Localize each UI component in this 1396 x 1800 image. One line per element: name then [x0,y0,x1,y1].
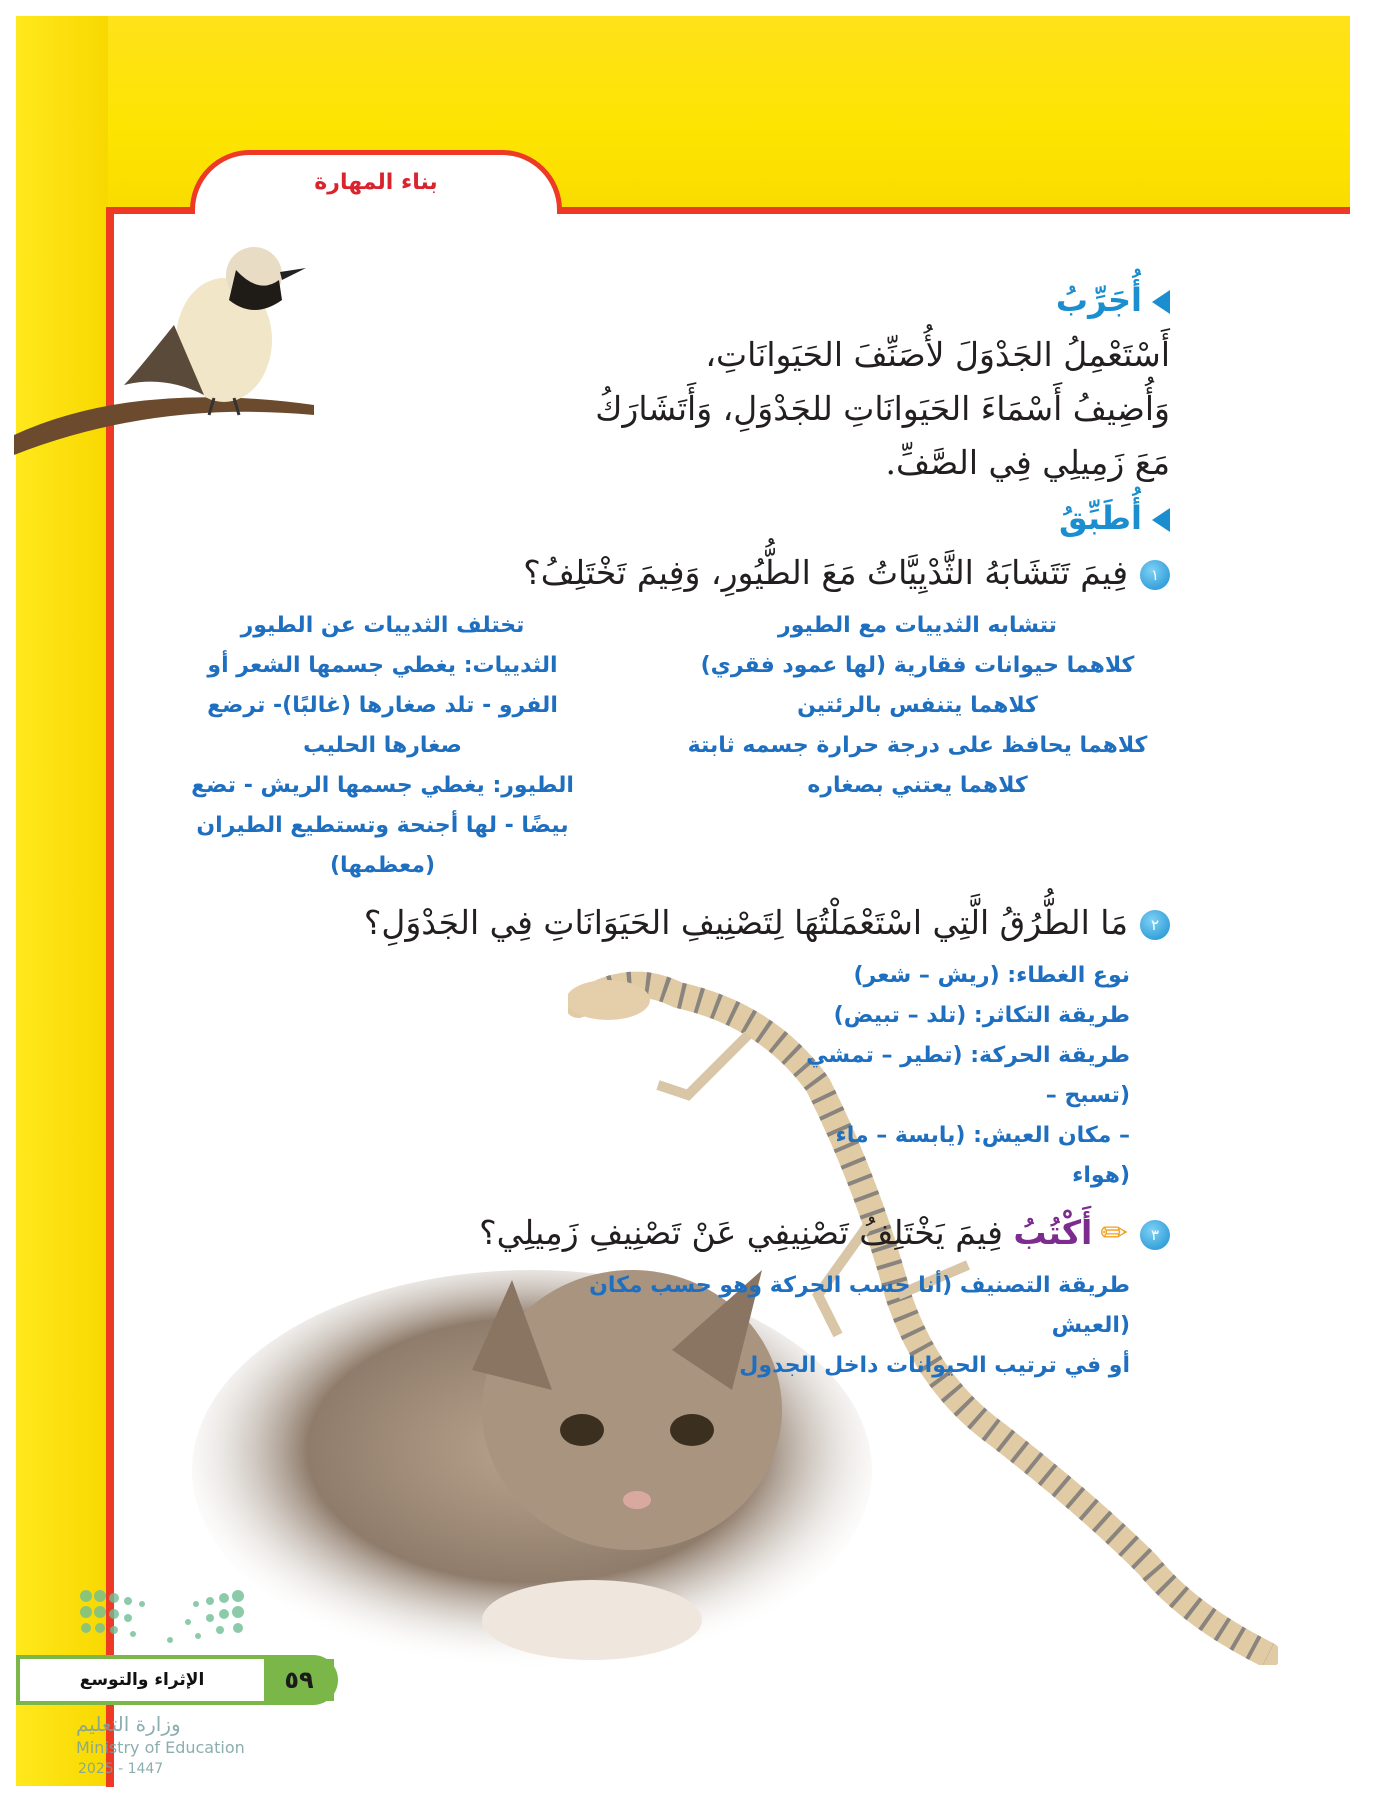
write-label: أَكْتُبُ [1013,1213,1093,1252]
differences-annotation [130,606,635,886]
question-3-text: فِيمَ يَخْتَلِفُ تَصْنِيفِي عَنْ تَصْنِيفِ زَمِيلِي؟ [479,1213,1003,1252]
annotation-line: تتشابه الثدييات مع الطيور [778,613,1057,638]
annotation-line: صغارها الحليب [303,733,462,758]
ministry-logo-en: Ministry of Education [76,1738,245,1757]
annotation-line: (العيش [1051,1313,1130,1338]
section-tab-label: بناء المهارة [314,170,438,195]
try-line-2: وَأُضِيفُ أَسْمَاءَ الحَيَوانَاتِ للجَدْوَلِ، وَأَتَشَارَكُ [595,389,1170,428]
question-1-annotations [130,606,1170,886]
question-2-text: مَا الطُّرُقُ الَّتِي اسْتَعْمَلْتُهَا لِتَصْنِيفِ الحَيَوَانَاتِ فِي الجَدْوَلِ؟ [363,903,1128,942]
question-1-text: فِيمَ تَتَشَابَهُ الثَّدْيِيَّاتُ مَعَ الطُّيُورِ، وَفِيمَ تَخْتَلِفُ؟ [523,553,1128,592]
annotation-line: تختلف الثدييات عن الطيور [240,613,525,638]
number-badge-icon: ٢ [1140,910,1170,940]
lesson-content [130,272,1170,1396]
annotation-line: طريقة الحركة: (تطير – تمشي [806,1043,1130,1068]
annotation-line: الفرو - تلد صغارها (غالبًا)- ترضع [207,693,558,718]
annotation-line: طريقة التكاثر: (تلد – تبيض) [833,1003,1130,1028]
annotation-line: (معظمها) [329,853,436,878]
number-badge-icon: ١ [1140,560,1170,590]
annotation-line: كلاهما حيوانات فقارية (لها عمود فقري) [700,653,1135,678]
page-number: ٥٩ [264,1659,334,1701]
try-heading [130,276,1170,324]
annotation-line: الثدييات: يغطي جسمها الشعر أو [207,653,558,678]
annotation-line: – مكان العيش: (يابسة – ماء [835,1123,1130,1148]
annotation-line: كلاهما يتنفس بالرئتين [797,693,1038,718]
annotation-line: طريقة التصنيف (أنا حسب الحركة وهو حسب مكان [589,1273,1130,1298]
try-line-1: أَسْتَعْمِلُ الجَدْوَلَ لأُصَنِّفَ الحَيَوانَاتِ، [705,335,1170,374]
annotation-line: كلاهما يحافظ على درجة حرارة جسمه ثابتة [687,733,1148,758]
annotation-line: (هواء [1072,1163,1130,1188]
section-tab [190,150,562,214]
ministry-logo-year: 2025 - 1447 [78,1761,164,1777]
page-footer [16,1655,338,1705]
similarities-annotation [665,606,1170,886]
annotation-line: الطيور: يغطي جسمها الريش - تضع [191,773,574,798]
annotation-line: (تسبح – [1045,1083,1130,1108]
try-heading-text: أُجَرِّبُ [1055,281,1142,319]
apply-heading [130,494,1170,542]
try-line-3: مَعَ زَمِيلِي فِي الصَّفِّ. [885,443,1170,482]
pencil-icon: ✏ [1100,1213,1128,1252]
question-3 [130,1206,1170,1260]
annotation-line: بيضًا - لها أجنحة وتستطيع الطيران [196,813,569,838]
question-1 [130,546,1170,600]
apply-heading-text: أُطَبِّقُ [1058,499,1142,537]
annotation-line: أو في ترتيب الحيوانات داخل الجدول [739,1353,1130,1378]
annotation-line: نوع الغطاء: (ريش – شعر) [853,963,1130,988]
triangle-bullet-icon [1152,508,1170,532]
ministry-logo-ar: وزارة التعليم [76,1712,181,1736]
classification-annotation [130,1266,1170,1386]
ministry-logo [78,1588,258,1648]
annotation-line: كلاهما يعتني بصغاره [807,773,1028,798]
footer-label: الإثراء والتوسع [79,1670,205,1690]
triangle-bullet-icon [1152,290,1170,314]
methods-annotation [130,956,1170,1196]
question-2 [130,896,1170,950]
number-badge-icon: ٣ [1140,1220,1170,1250]
